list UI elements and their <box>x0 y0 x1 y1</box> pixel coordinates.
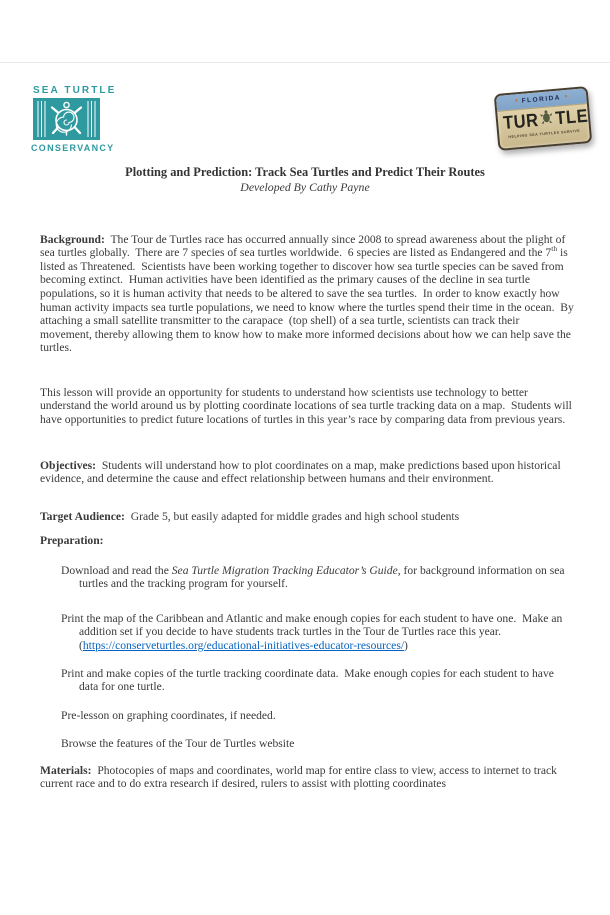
plate-caption: HELPING SEA TURTLES SURVIVE <box>508 128 581 140</box>
prep-print-map-pre: Print the map of the Caribbean and Atlantic and make enough copies for each student to have one. Make an addition set if you decide to have students track turtles in the Tour de Turtles race this year. ( <box>61 611 566 652</box>
background-paragraph <box>40 232 577 355</box>
logo-wordmark-bottom: CONSERVANCY <box>31 143 115 153</box>
preparation-heading <box>40 534 574 548</box>
plate-letters-left: TUR <box>502 109 540 133</box>
lesson-overview-paragraph <box>40 386 574 427</box>
objectives-text: Students will understand how to plot coordinates on a map, make predictions based upon historical evidence, and determine the cause and effect relationship between humans and their environment. <box>40 458 564 486</box>
materials-text: Photocopies of maps and coordinates, world map for entire class to view, access to internet to track current race and to do extra research if desired, rulers to assist with plotting coordinates <box>40 763 560 791</box>
materials-paragraph <box>40 764 574 791</box>
target-audience-paragraph <box>40 510 574 524</box>
preparation-label: Preparation: <box>40 533 104 547</box>
plate-star-icon: ✶ <box>563 93 569 101</box>
page-edge-divider <box>0 62 610 63</box>
prep-print-data-text: Print and make copies of the turtle tracking coordinate data. Make enough copies for each student to have data for one turtle. <box>61 666 557 694</box>
ordinal-superscript: th <box>551 244 558 254</box>
prep-item-browse <box>61 737 573 751</box>
prep-download-post: , for background information on sea turtles and the tracking program for yourself. <box>79 563 568 591</box>
target-audience-label: Target Audience: <box>40 509 125 523</box>
prep-item-print-map <box>61 612 573 653</box>
background-text-1: The Tour de Turtles race has occurred annually since 2008 to spread awareness about the plight of sea turtles globally. There are 7 species of sea turtles worldwide. 6 species are listed as Endangered and the 7 <box>40 232 569 260</box>
prep-pre-lesson-text: Pre-lesson on graphing coordinates, if needed. <box>61 708 276 722</box>
plate-letters-right: TLE <box>554 105 589 129</box>
lesson-overview-text: This lesson will provide an opportunity for students to understand how scientists use technology to better understand the world around us by plotting coordinate locations of sea turtle tracking data on a map. Students will have opportunities to predict future locations of turtles in this year’s race by comparing data from previous years. <box>40 385 575 426</box>
plate-turtle-icon <box>538 108 557 131</box>
prep-item-pre-lesson <box>61 709 573 723</box>
target-audience-text: Grade 5, but easily adapted for middle grades and high school students <box>124 509 460 523</box>
florida-turtle-license-plate <box>494 86 593 151</box>
page-title: Plotting and Prediction: Track Sea Turtles and Predict Their Routes <box>125 165 485 179</box>
background-text-2: is listed as Threatened. Scientists have been working together to discover how sea turtle species can be saved from becoming extinct. Human activities have been identified as the primary causes of the decline in sea turtle populations, so it is human activity that needs to be altered to save the sea turtles. In order to know exactly how human activity impacts sea turtle populations, we need to know where the turtles spend their time in the ocean. By attaching a small satellite transmitter to the carapace (top shell) of a sea turtle, scientists can track their movement, thereby allowing them to know how to make more informed decisions about how we can help save the turtles. <box>40 246 577 355</box>
educators-guide-title: Sea Turtle Migration Tracking Educator’s Guide <box>171 563 398 577</box>
prep-browse-text: Browse the features of the Tour de Turtles website <box>61 736 295 750</box>
logo-wordmark-top: SEA TURTLE <box>33 85 117 96</box>
objectives-paragraph <box>40 459 574 486</box>
plate-star-icon: ✶ <box>514 98 519 105</box>
turtle-emblem-icon <box>33 98 100 140</box>
prep-print-map-post: ) <box>404 638 408 652</box>
page-subtitle: Developed By Cathy Payne <box>240 180 370 194</box>
background-label: Background: <box>40 232 105 246</box>
prep-item-print-data <box>61 667 573 694</box>
prep-item-download <box>61 564 573 591</box>
materials-label: Materials: <box>40 763 92 777</box>
plate-state-name: FLORIDA <box>521 93 562 105</box>
prep-download-pre: Download and read the <box>61 563 172 577</box>
objectives-label: Objectives: <box>40 458 97 472</box>
educator-resources-link[interactable]: https://conserveturtles.org/educational-initiatives-educator-resources/ <box>82 638 405 652</box>
